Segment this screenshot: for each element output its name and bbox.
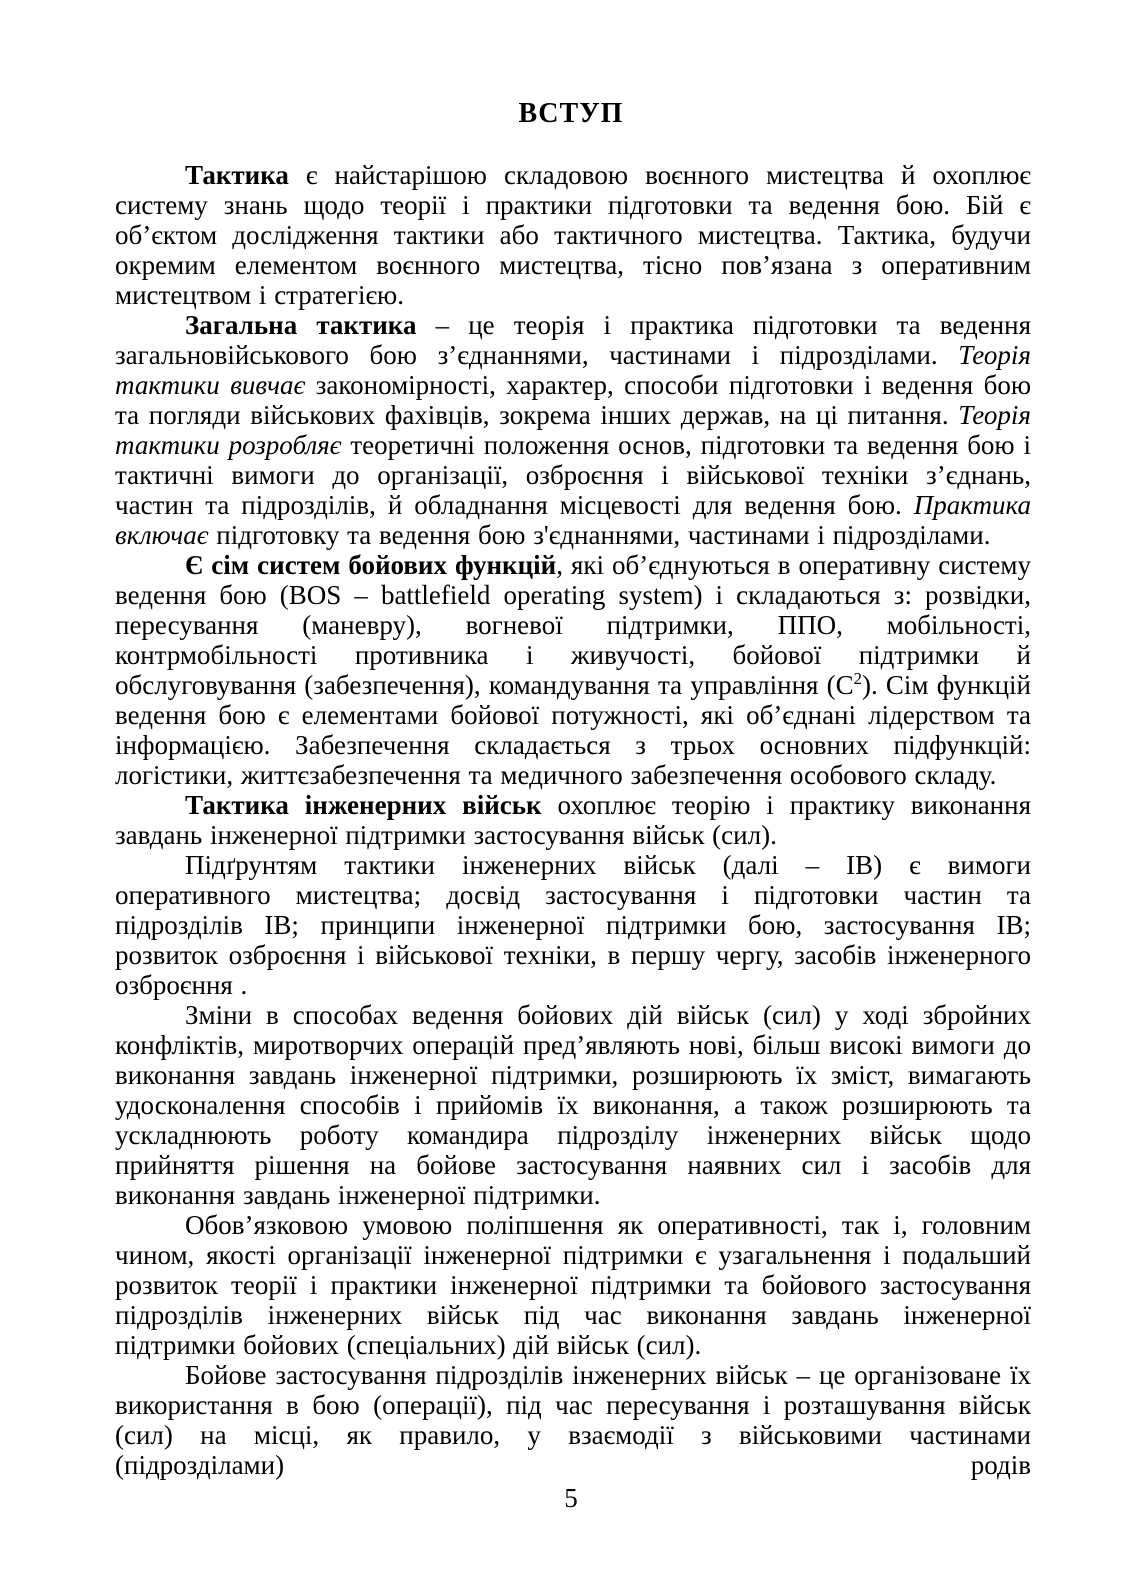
text-run: Тактика xyxy=(185,160,289,190)
text-run: Загальна тактика xyxy=(185,310,417,340)
text-run: Тактика інженерних військ xyxy=(185,790,542,820)
document-body xyxy=(115,160,1031,1480)
paragraph xyxy=(115,1360,1031,1480)
text-run: підготовку та ведення бою з'єднаннями, частинами і підрозділами. xyxy=(208,520,991,550)
text-run: , які об’єднуються в оперативну систему ведення бою (BOS – battlefield operating system) і складаються з: розвідки, пересування (маневру), вогневої підтримки, ППО, мобільності, контрмобільності противника і живучості, бойової підтримки й обслуговування (забезпечення), командування та управління (C xyxy=(115,550,1031,700)
text-run: – це теорія і практика підготовки та ведення загальновійськового бою з’єднаннями, частинами і підрозділами. xyxy=(115,310,1031,370)
paragraph xyxy=(115,1210,1031,1360)
text-run: Підґрунтям тактики інженерних військ (далі – ІВ) є вимоги оперативного мистецтва; досвід застосування і підготовки частин та підрозділів ІВ; принципи інженерної підтримки бою, застосування ІВ; розвиток озброєння і військової техніки, в першу чергу, засобів інженерного озброєння . xyxy=(115,850,1031,1000)
text-run: Обов’язковою умовою поліпшення як оперативності, так і, головним чином, якості організації інженерної підтримки є узагальнення і подальший розвиток теорії і практики інженерної підтримки та бойового застосування підрозділів інженерних військ під час виконання завдань інженерної підтримки бойових (спеціальних) дій військ (сил). xyxy=(115,1210,1031,1360)
text-run: Теорія тактики вивчає xyxy=(115,340,1031,400)
text-run: ). Сім функцій ведення бою є елементами бойової потужності, які об’єднані лідерством та інформацією. Забезпечення складається з трьох основних підфункцій: логістики, життєзабезпечення та медичного забезпечення особового складу. xyxy=(115,670,1031,790)
text-run: закономірності, характер, способи підготовки і ведення бою та погляди військових фахівців, зокрема інших держав, на ці питання. xyxy=(115,370,1031,430)
page-number: 5 xyxy=(564,1483,578,1513)
text-run: охоплює теорію і практику виконання завдань інженерної підтримки застосування військ (сил). xyxy=(115,790,1031,850)
text-run: Є сім систем бойових функцій xyxy=(185,550,557,580)
paragraph xyxy=(115,310,1031,550)
paragraph xyxy=(115,850,1031,1000)
paragraph xyxy=(115,790,1031,850)
paragraph xyxy=(115,550,1031,790)
text-run: Бойове застосування підрозділів інженерних військ – це організоване їх використання в бою (операції), під час пересування і розташування військ (сил) на місці, як правило, у взаємодії з військовими частинами (підрозділами) родів xyxy=(115,1360,1031,1480)
text-run: Практика включає xyxy=(115,490,1031,550)
paragraph xyxy=(115,1000,1031,1210)
text-run: 2 xyxy=(853,669,862,688)
text-run: теоретичні положення основ, підготовки та ведення бою і тактичні вимоги до організації, озброєння і військової техніки з’єднань, частин та підрозділів, й обладнання місцевості для ведення бою. xyxy=(115,430,1031,520)
text-run: Зміни в способах ведення бойових дій військ (сил) у ході збройних конфліктів, миротворчих операцій пред’являють нові, більш високі вимоги до виконання завдань інженерної підтримки, розширюють їх зміст, вимагають удосконалення способів і прийомів їх виконання, а також розширюють та ускладнюють роботу командира підрозділу інженерних військ щодо прийняття рішення на бойове застосування наявних сил і засобів для виконання завдань інженерної підтримки. xyxy=(115,1000,1031,1210)
paragraph xyxy=(115,160,1031,310)
text-run: Теорія тактики розробляє xyxy=(115,400,1031,460)
page-title: ВСТУП xyxy=(518,98,624,129)
text-run: є найстарішою складовою воєнного мистецтва й охоплює систему знань щодо теорії і практики підготовки та ведення бою. Бій є об’єктом дослідження тактики або тактичного мистецтва. Тактика, будучи окремим елементом воєнного мистецтва, тісно пов’язана з оперативним мистецтвом і стратегією. xyxy=(115,160,1031,310)
